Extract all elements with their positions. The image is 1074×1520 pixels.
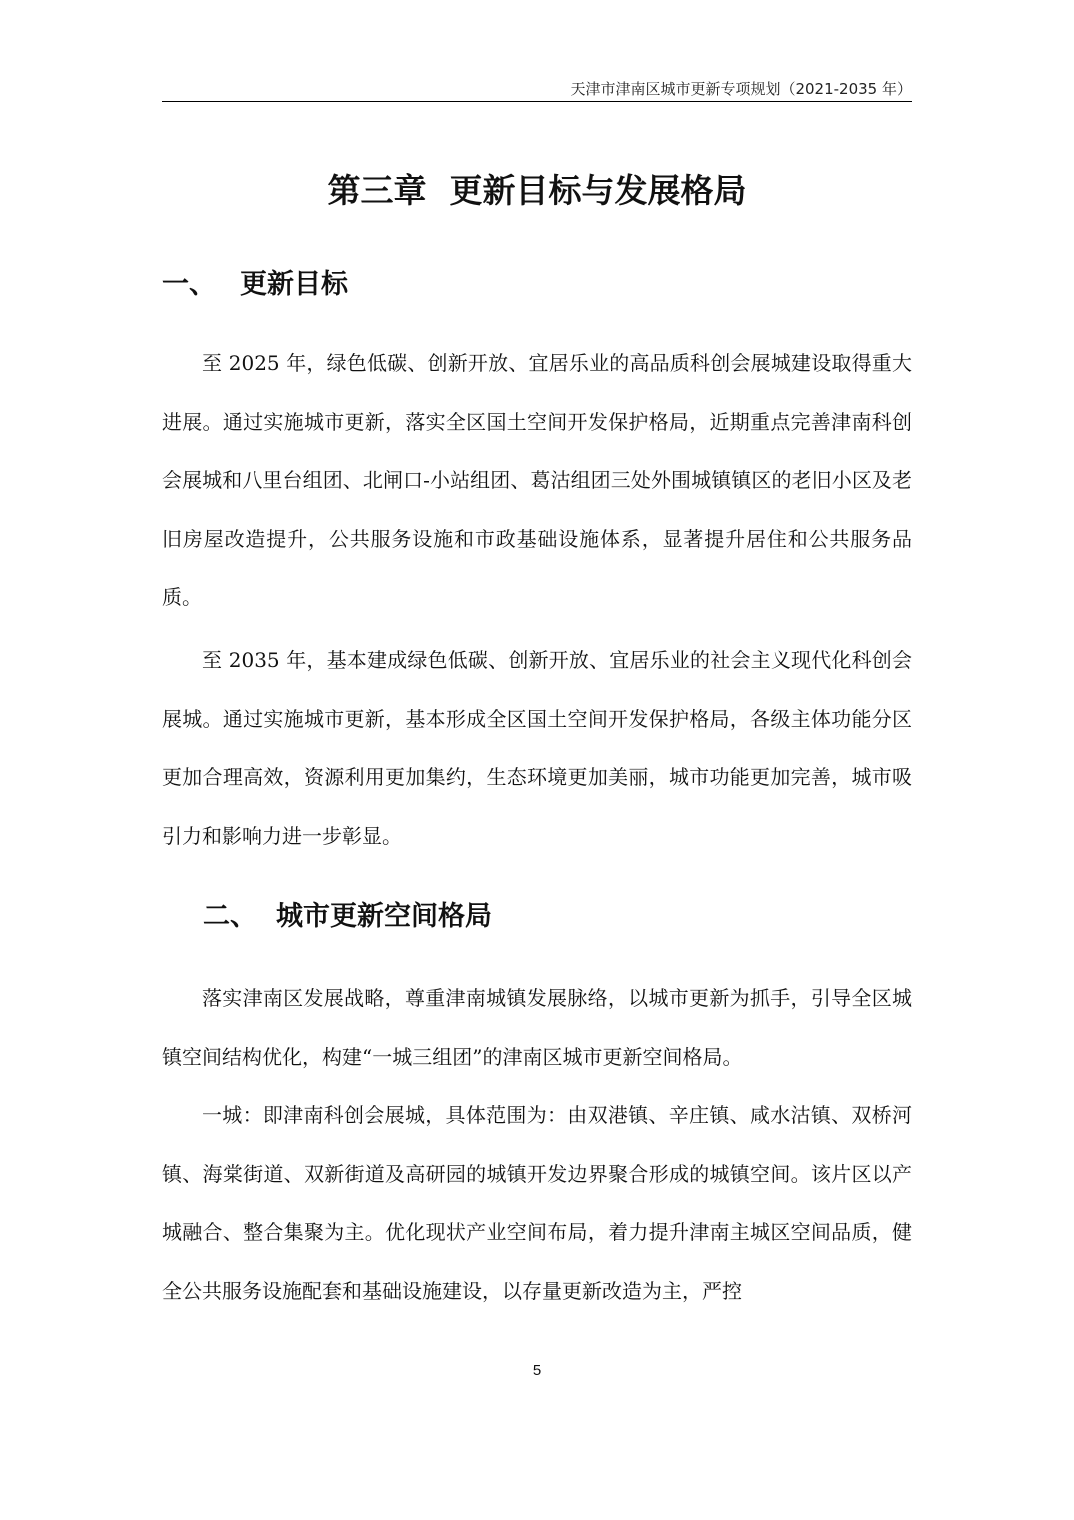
paragraph-goal-2025: 至 2025 年，绿色低碳、创新开放、宜居乐业的高品质科创会展城建设取得重大进展。通过实施城市更新，落实全区国土空间开发保护格局，近期重点完善津南科创会展城和八里台组团、北闸口-小站组团、葛沽组团三处外围城镇镇区的老旧小区及老旧房屋改造提升，公共服务设施和市政基础设施体系，显著提升居住和公共服务品质。: [162, 351, 912, 609]
section-title: 更新目标: [240, 269, 348, 300]
paragraph-spatial-pattern: 落实津南区发展战略，尊重津南城镇发展脉络，以城市更新为抓手，引导全区城镇空间结构优化，构建“一城三组团”的津南区城市更新空间格局。: [162, 986, 912, 1069]
section-number: 一、: [162, 269, 216, 300]
section-heading-goals: [162, 265, 348, 305]
header-rule: [162, 101, 912, 102]
page-number: 5: [532, 1362, 542, 1379]
paragraph-goal-2035: 至 2035 年，基本建成绿色低碳、创新开放、宜居乐业的社会主义现代化科创会展城。通过实施城市更新，基本形成全区国土空间开发保护格局，各级主体功能分区更加合理高效，资源利用更加集约，生态环境更加美丽，城市功能更加完善，城市吸引力和影响力进一步彰显。: [162, 648, 912, 848]
section-title: 城市更新空间格局: [276, 901, 492, 932]
paragraph-one-city: 一城：即津南科创会展城，具体范围为：由双港镇、辛庄镇、咸水沽镇、双桥河镇、海棠街道、双新街道及高研园的城镇开发边界聚合形成的城镇空间。该片区以产城融合、整合集聚为主。优化现状产业空间布局，着力提升津南主城区空间品质，健全公共服务设施配套和基础设施建设，以存量更新改造为主，严控: [162, 1103, 912, 1303]
section-number: 二、: [203, 901, 257, 932]
chapter-title: 第三章 更新目标与发展格局: [327, 171, 747, 210]
section-heading-spatial-pattern: [203, 897, 492, 937]
running-header: 天津市津南区城市更新专项规划（2021-2035 年）: [570, 80, 912, 98]
